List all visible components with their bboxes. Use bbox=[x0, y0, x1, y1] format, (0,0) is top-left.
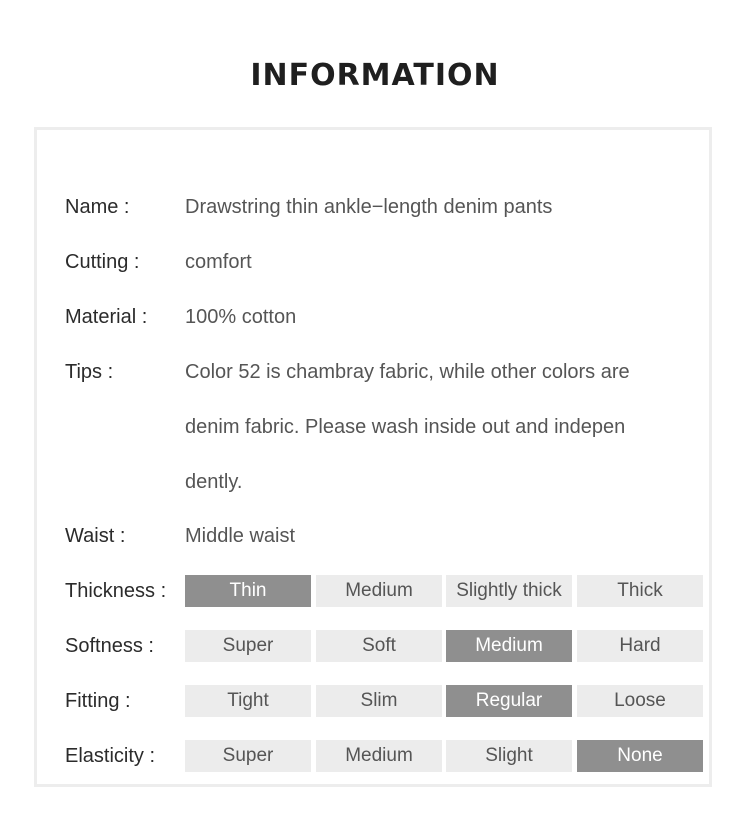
tips-line-3: dently. bbox=[185, 471, 243, 493]
fitting-option-slim: Slim bbox=[316, 685, 442, 717]
elasticity-option-none: None bbox=[577, 740, 703, 772]
thickness-option-medium: Medium bbox=[316, 575, 442, 607]
thickness-option-thin: Thin bbox=[185, 575, 311, 607]
elasticity-option-slight: Slight bbox=[446, 740, 572, 772]
fitting-option-loose: Loose bbox=[577, 685, 703, 717]
name-label: Name : bbox=[65, 196, 130, 218]
waist-value: Middle waist bbox=[185, 525, 296, 547]
cutting-value: comfort bbox=[185, 251, 252, 273]
page-title: INFORMATION bbox=[250, 58, 500, 93]
softness-option-medium: Medium bbox=[446, 630, 572, 662]
cutting-label: Cutting : bbox=[65, 251, 140, 273]
fitting-option-tight: Tight bbox=[185, 685, 311, 717]
softness-option-hard: Hard bbox=[577, 630, 703, 662]
elasticity-option-medium: Medium bbox=[316, 740, 442, 772]
softness-label: Softness : bbox=[65, 635, 154, 657]
material-label: Material : bbox=[65, 306, 148, 328]
softness-option-soft: Soft bbox=[316, 630, 442, 662]
softness-option-super: Super bbox=[185, 630, 311, 662]
thickness-label: Thickness : bbox=[65, 580, 167, 602]
tips-line-2: denim fabric. Please wash inside out and indepen bbox=[185, 416, 626, 438]
elasticity-label: Elasticity : bbox=[65, 745, 156, 767]
elasticity-option-super: Super bbox=[185, 740, 311, 772]
name-value: Drawstring thin ankle−length denim pants bbox=[185, 196, 553, 218]
thickness-option-thick: Thick bbox=[577, 575, 703, 607]
thickness-option-slightly-thick: Slightly thick bbox=[446, 575, 572, 607]
tips-label: Tips : bbox=[65, 361, 114, 383]
tips-line-1: Color 52 is chambray fabric, while other colors are bbox=[185, 361, 630, 383]
fitting-option-regular: Regular bbox=[446, 685, 572, 717]
fitting-label: Fitting : bbox=[65, 690, 131, 712]
material-value: 100% cotton bbox=[185, 306, 297, 328]
waist-label: Waist : bbox=[65, 525, 126, 547]
